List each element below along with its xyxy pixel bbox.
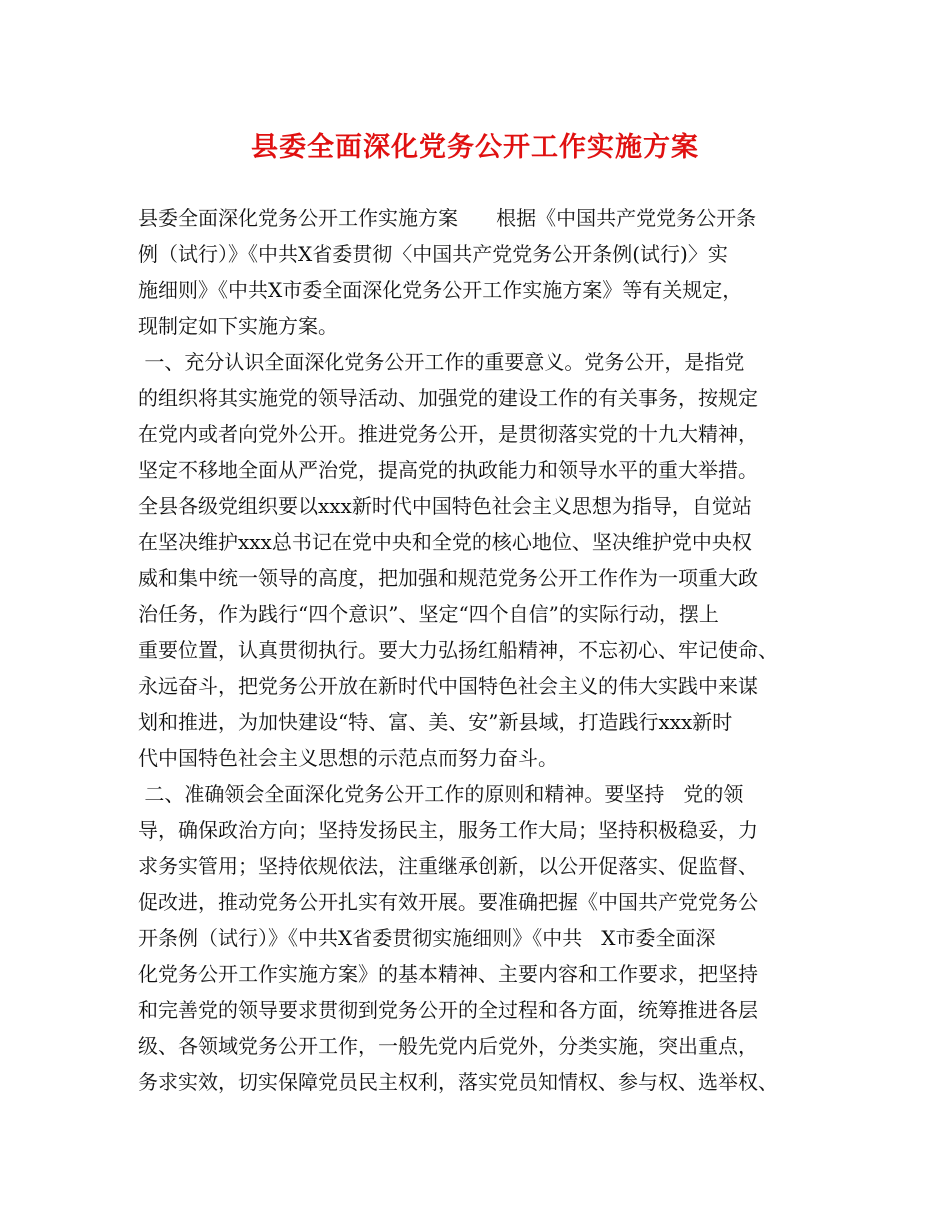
document-body bbox=[138, 200, 838, 1100]
body-text-line: 导，确保政治方向；坚持发扬民主，服务工作大局；坚持积极稳妥，力 bbox=[138, 818, 758, 842]
body-text-line: 在党内或者向党外公开。推进党务公开，是贯彻落实党的十九大精神， bbox=[138, 422, 758, 446]
body-text-line: 求务实管用；坚持依规依法，注重继承创新，以公开促落实、促监督、 bbox=[138, 854, 758, 878]
body-text-line: 威和集中统一领导的高度，把加强和规范党务公开工作作为一项重大政 bbox=[138, 566, 758, 590]
body-text-line: 的组织将其实施党的领导活动、加强党的建设工作的有关事务，按规定 bbox=[138, 386, 758, 410]
body-text-line: 促改进，推动党务公开扎实有效开展。要准确把握《中国共产党党务公 bbox=[138, 890, 758, 914]
body-text-line: 代中国特色社会主义思想的示范点而努力奋斗。 bbox=[138, 746, 558, 770]
body-text-line: 在坚决维护xxx总书记在党中央和全党的核心地位、坚决维护党中央权 bbox=[138, 530, 752, 554]
body-text-line: 级、各领域党务公开工作，一般先党内后党外，分类实施，突出重点， bbox=[138, 1034, 758, 1058]
body-text-line: 开条例（试行）》《中共X省委贯彻实施细则》《中共 X市委全面深 bbox=[138, 926, 716, 950]
body-text-line: 现制定如下实施方案。 bbox=[138, 314, 338, 338]
body-text-line: 坚定不移地全面从严治党，提高党的执政能力和领导水平的重大举措。 bbox=[138, 458, 758, 482]
body-text-line: 务求实效，切实保障党员民主权利，落实党员知情权、参与权、选举权、 bbox=[138, 1070, 778, 1094]
body-text-line: 二、准确领会全面深化党务公开工作的原则和精神。要坚持 党的领 bbox=[138, 782, 744, 806]
body-text-line: 永远奋斗，把党务公开放在新时代中国特色社会主义的伟大实践中来谋 bbox=[138, 674, 758, 698]
document-title: 县委全面深化党务公开工作实施方案 bbox=[251, 132, 699, 163]
body-text-line: 和完善党的领导要求贯彻到党务公开的全过程和各方面，统筹推进各层 bbox=[138, 998, 758, 1022]
body-text-line: 例（试行）》《中共X省委贯彻〈中国共产党党务公开条例(试行)〉实 bbox=[138, 242, 728, 266]
body-text-line: 全县各级党组织要以xxx新时代中国特色社会主义思想为指导，自觉站 bbox=[138, 494, 752, 518]
body-text-line: 划和推进，为加快建设“特、富、美、安”新县域，打造践行xxx新时 bbox=[138, 710, 733, 734]
body-text-line: 化党务公开工作实施方案》的基本精神、主要内容和工作要求，把坚持 bbox=[138, 962, 758, 986]
body-text-line: 治任务，作为践行“四个意识”、坚定“四个自信”的实际行动，摆上 bbox=[138, 602, 719, 626]
body-text-line: 县委全面深化党务公开工作实施方案 根据《中国共产党党务公开条 bbox=[138, 206, 757, 230]
body-text-line: 施细则》《中共X市委全面深化党务公开工作实施方案》等有关规定， bbox=[138, 278, 743, 302]
body-text-line: 一、充分认识全面深化党务公开工作的重要意义。党务公开，是指党 bbox=[138, 350, 745, 374]
body-text-line: 重要位置，认真贯彻执行。要大力弘扬红船精神，不忘初心、牢记使命、 bbox=[138, 638, 778, 662]
